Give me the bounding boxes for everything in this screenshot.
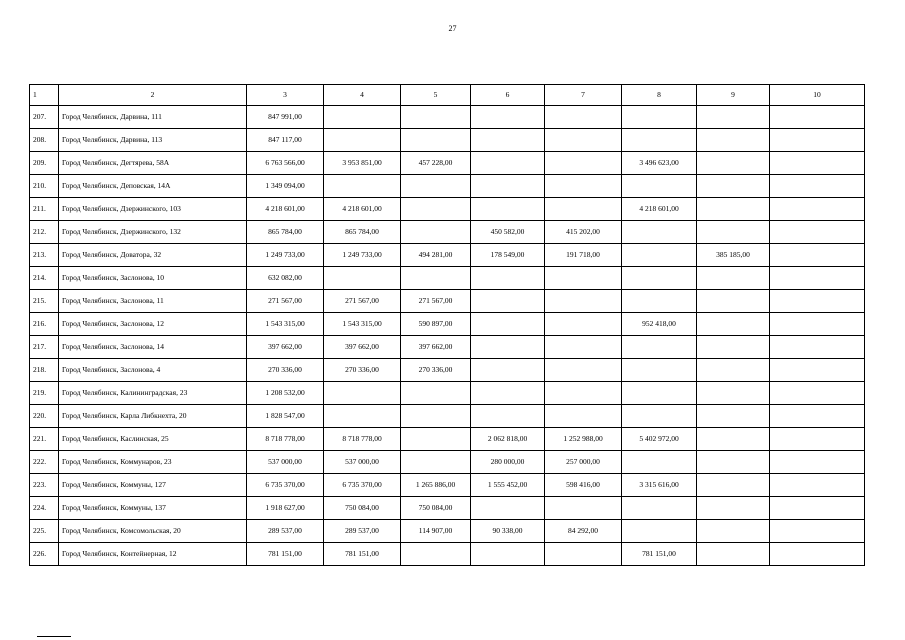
amount-cell [471,152,545,175]
amount-cell [401,382,471,405]
table-row [30,474,865,497]
amount-cell: 4 218 601,00 [622,198,697,221]
amount-cell: 5 402 972,00 [622,428,697,451]
amount-cell: 271 567,00 [401,290,471,313]
row-number-cell: 224. [30,497,59,520]
amount-cell [697,221,770,244]
amount-cell [545,382,622,405]
amount-cell [770,267,865,290]
amount-cell: 537 000,00 [247,451,324,474]
amount-cell [622,221,697,244]
amount-cell: 84 292,00 [545,520,622,543]
amount-cell [471,405,545,428]
amount-cell: 270 336,00 [324,359,401,382]
amount-cell: 632 082,00 [247,267,324,290]
amount-cell [697,497,770,520]
amount-cell: 385 185,00 [697,244,770,267]
amount-cell [324,106,401,129]
amount-cell: 271 567,00 [324,290,401,313]
row-number-cell: 225. [30,520,59,543]
amount-cell [401,175,471,198]
amount-cell [471,175,545,198]
amount-cell: 1 249 733,00 [324,244,401,267]
row-number-cell: 223. [30,474,59,497]
amount-cell: 257 000,00 [545,451,622,474]
amount-cell [545,267,622,290]
amount-cell: 3 315 616,00 [622,474,697,497]
amount-cell [697,313,770,336]
amount-cell [697,428,770,451]
amount-cell: 90 338,00 [471,520,545,543]
address-cell: Город Челябинск, Карла Либкнехта, 20 [59,405,247,428]
row-number-cell: 215. [30,290,59,313]
row-number-cell: 213. [30,244,59,267]
amount-cell [770,313,865,336]
amount-cell [770,175,865,198]
table-row [30,129,865,152]
amount-cell: 178 549,00 [471,244,545,267]
amount-cell [471,290,545,313]
address-cell: Город Челябинск, Коммуны, 127 [59,474,247,497]
address-cell: Город Челябинск, Заслонова, 11 [59,290,247,313]
amount-cell [622,106,697,129]
amount-cell: 8 718 778,00 [247,428,324,451]
amount-cell [471,198,545,221]
amount-cell [770,336,865,359]
column-header: 8 [622,85,697,106]
amount-cell [697,152,770,175]
amount-cell [697,474,770,497]
address-cell: Город Челябинск, Контейнерная, 12 [59,543,247,566]
data-table [29,84,865,566]
amount-cell: 1 543 315,00 [247,313,324,336]
amount-cell: 2 062 818,00 [471,428,545,451]
amount-cell: 280 000,00 [471,451,545,474]
amount-cell [770,474,865,497]
amount-cell [401,129,471,152]
amount-cell [545,313,622,336]
amount-cell [770,382,865,405]
row-number-cell: 209. [30,152,59,175]
table-row [30,175,865,198]
amount-cell: 1 918 627,00 [247,497,324,520]
amount-cell: 457 228,00 [401,152,471,175]
amount-cell [770,497,865,520]
amount-cell: 847 117,00 [247,129,324,152]
row-number-cell: 218. [30,359,59,382]
amount-cell: 6 763 566,00 [247,152,324,175]
column-header: 10 [770,85,865,106]
address-cell: Город Челябинск, Дарвина, 113 [59,129,247,152]
amount-cell [471,382,545,405]
amount-cell: 271 567,00 [247,290,324,313]
column-header: 4 [324,85,401,106]
amount-cell [622,175,697,198]
amount-cell [697,359,770,382]
amount-cell [697,405,770,428]
amount-cell [545,129,622,152]
amount-cell [545,359,622,382]
amount-cell: 1 828 547,00 [247,405,324,428]
table-row [30,451,865,474]
amount-cell [622,290,697,313]
amount-cell: 3 953 851,00 [324,152,401,175]
amount-cell [697,520,770,543]
amount-cell: 1 543 315,00 [324,313,401,336]
amount-cell [622,405,697,428]
amount-cell: 289 537,00 [247,520,324,543]
amount-cell [697,336,770,359]
amount-cell: 865 784,00 [324,221,401,244]
table-row [30,106,865,129]
amount-cell [770,520,865,543]
amount-cell [697,451,770,474]
address-cell: Город Челябинск, Дзержинского, 132 [59,221,247,244]
amount-cell [545,290,622,313]
amount-cell [622,267,697,290]
amount-cell [471,497,545,520]
column-header: 2 [59,85,247,106]
address-cell: Город Челябинск, Комсомольская, 20 [59,520,247,543]
amount-cell: 397 662,00 [324,336,401,359]
amount-cell [770,129,865,152]
address-cell: Город Челябинск, Заслонова, 4 [59,359,247,382]
amount-cell [401,428,471,451]
row-number-cell: 221. [30,428,59,451]
column-header: 7 [545,85,622,106]
row-number-cell: 211. [30,198,59,221]
amount-cell: 1 349 094,00 [247,175,324,198]
amount-cell [401,543,471,566]
row-number-cell: 212. [30,221,59,244]
amount-cell [697,175,770,198]
amount-cell [770,106,865,129]
table-header-row [30,85,865,106]
amount-cell [471,359,545,382]
table-row [30,244,865,267]
amount-cell: 114 907,00 [401,520,471,543]
amount-cell [401,267,471,290]
column-header: 3 [247,85,324,106]
amount-cell: 1 252 988,00 [545,428,622,451]
amount-cell: 750 084,00 [401,497,471,520]
amount-cell [401,198,471,221]
amount-cell: 494 281,00 [401,244,471,267]
row-number-cell: 219. [30,382,59,405]
row-number-cell: 210. [30,175,59,198]
amount-cell: 289 537,00 [324,520,401,543]
amount-cell [770,359,865,382]
address-cell: Город Челябинск, Деповская, 14А [59,175,247,198]
table-row [30,198,865,221]
amount-cell: 270 336,00 [401,359,471,382]
row-number-cell: 207. [30,106,59,129]
column-header: 1 [30,85,59,106]
amount-cell: 598 416,00 [545,474,622,497]
amount-cell: 1 249 733,00 [247,244,324,267]
table-row [30,290,865,313]
amount-cell [545,405,622,428]
table-row [30,520,865,543]
amount-cell [697,382,770,405]
amount-cell: 537 000,00 [324,451,401,474]
amount-cell [545,152,622,175]
amount-cell [770,451,865,474]
amount-cell: 590 897,00 [401,313,471,336]
row-number-cell: 222. [30,451,59,474]
row-number-cell: 226. [30,543,59,566]
amount-cell [324,405,401,428]
amount-cell: 1 265 886,00 [401,474,471,497]
amount-cell [324,382,401,405]
table-row [30,382,865,405]
amount-cell [401,106,471,129]
amount-cell: 4 218 601,00 [247,198,324,221]
amount-cell [545,336,622,359]
table-row [30,221,865,244]
amount-cell [324,267,401,290]
amount-cell: 270 336,00 [247,359,324,382]
amount-cell: 450 582,00 [471,221,545,244]
amount-cell [770,543,865,566]
amount-cell: 865 784,00 [247,221,324,244]
amount-cell: 952 418,00 [622,313,697,336]
footer-divider [37,636,71,637]
amount-cell [622,451,697,474]
column-header: 6 [471,85,545,106]
address-cell: Город Челябинск, Заслонова, 10 [59,267,247,290]
table-row [30,152,865,175]
amount-cell [471,106,545,129]
amount-cell [770,198,865,221]
amount-cell: 1 555 452,00 [471,474,545,497]
amount-cell [545,175,622,198]
address-cell: Город Челябинск, Дегтярева, 58А [59,152,247,175]
address-cell: Город Челябинск, Дарвина, 111 [59,106,247,129]
address-cell: Город Челябинск, Коммуны, 137 [59,497,247,520]
amount-cell [697,129,770,152]
amount-cell [471,336,545,359]
amount-cell: 1 208 532,00 [247,382,324,405]
address-cell: Город Челябинск, Коммунаров, 23 [59,451,247,474]
table-row [30,405,865,428]
amount-cell [471,267,545,290]
amount-cell [697,290,770,313]
address-cell: Город Челябинск, Заслонова, 14 [59,336,247,359]
amount-cell: 750 084,00 [324,497,401,520]
amount-cell [770,428,865,451]
amount-cell [401,405,471,428]
address-cell: Город Челябинск, Каслинская, 25 [59,428,247,451]
amount-cell: 415 202,00 [545,221,622,244]
amount-cell [770,405,865,428]
row-number-cell: 220. [30,405,59,428]
amount-cell [697,106,770,129]
amount-cell [401,221,471,244]
address-cell: Город Челябинск, Дзержинского, 103 [59,198,247,221]
address-cell: Город Челябинск, Доватора, 32 [59,244,247,267]
amount-cell [401,451,471,474]
amount-cell [324,129,401,152]
table-row [30,267,865,290]
amount-cell: 6 735 370,00 [247,474,324,497]
amount-cell [622,336,697,359]
amount-cell [545,497,622,520]
table-row [30,313,865,336]
table-row [30,336,865,359]
amount-cell: 8 718 778,00 [324,428,401,451]
amount-cell [622,129,697,152]
row-number-cell: 217. [30,336,59,359]
amount-cell [697,267,770,290]
amount-cell: 781 151,00 [324,543,401,566]
amount-cell [770,152,865,175]
amount-cell [697,543,770,566]
table-row [30,428,865,451]
amount-cell: 781 151,00 [247,543,324,566]
amount-cell [622,382,697,405]
amount-cell [471,313,545,336]
row-number-cell: 214. [30,267,59,290]
amount-cell: 781 151,00 [622,543,697,566]
table-row [30,543,865,566]
amount-cell [770,290,865,313]
amount-cell [545,106,622,129]
amount-cell [622,244,697,267]
address-cell: Город Челябинск, Заслонова, 12 [59,313,247,336]
address-cell: Город Челябинск, Калининградская, 23 [59,382,247,405]
amount-cell: 3 496 623,00 [622,152,697,175]
amount-cell [324,175,401,198]
amount-cell [622,497,697,520]
row-number-cell: 216. [30,313,59,336]
amount-cell [770,221,865,244]
page-number: 27 [448,24,457,33]
amount-cell [545,198,622,221]
amount-cell [471,129,545,152]
table-row [30,497,865,520]
row-number-cell: 208. [30,129,59,152]
amount-cell [545,543,622,566]
amount-cell [770,244,865,267]
amount-cell: 4 218 601,00 [324,198,401,221]
column-header: 9 [697,85,770,106]
amount-cell [622,520,697,543]
amount-cell: 397 662,00 [401,336,471,359]
amount-cell [622,359,697,382]
amount-cell: 191 718,00 [545,244,622,267]
amount-cell [697,198,770,221]
amount-cell: 397 662,00 [247,336,324,359]
amount-cell: 847 991,00 [247,106,324,129]
amount-cell: 6 735 370,00 [324,474,401,497]
table-row [30,359,865,382]
table-body [30,106,865,566]
amount-cell [471,543,545,566]
column-header: 5 [401,85,471,106]
